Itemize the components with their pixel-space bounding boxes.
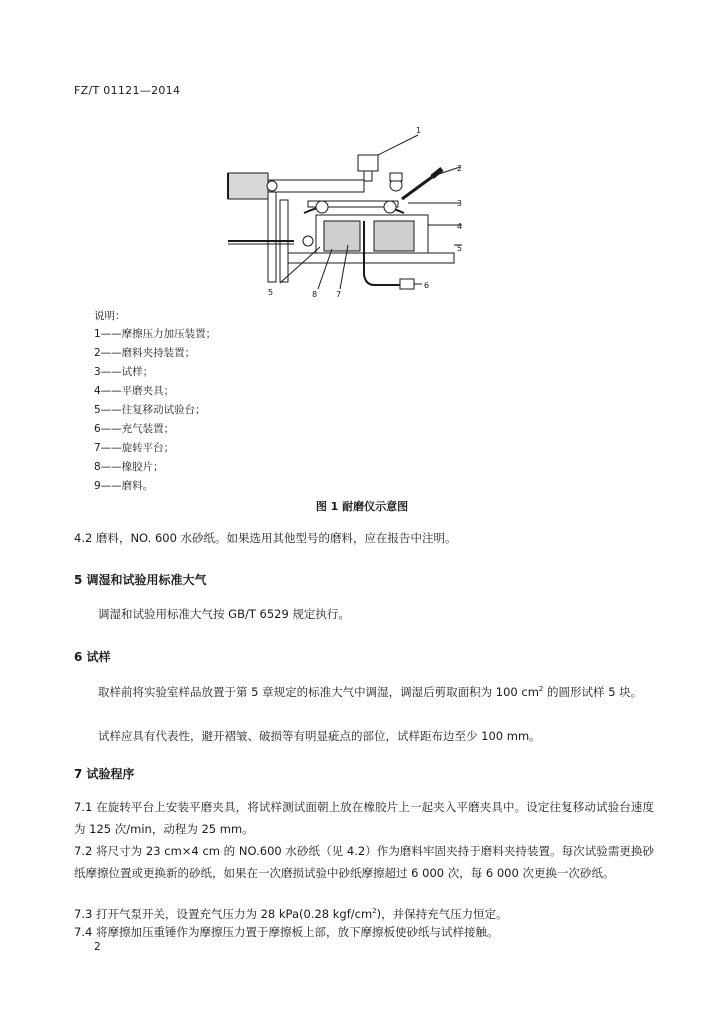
section-6-paragraph-2: 试样应具有代表性，避开褶皱、破损等有明显疵点的部位，试样距布边至少 100 mm。 <box>98 729 541 743</box>
clause-7-1: 7.1 在旋转平台上安装平磨夹具，将试样测试面朝上放在橡胶片上一起夹入平磨夹具中。设定往复移动试验台速度为 125 次/min，动程为 25 mm。 <box>74 800 654 836</box>
callout-5: 5 <box>456 244 462 253</box>
left-arm-block <box>228 173 268 199</box>
legend-title: 说明： <box>94 310 126 322</box>
clause-7-2: 7.2 将尺寸为 23 cm×4 cm 的 NO.600 水砂纸（见 4.2）作为磨料牢固夹持于磨料夹持装置。每次试验需更换砂纸摩擦位置或更换新的砂纸，如果在一次磨损试验中砂纸摩擦超过 6 000 次，每 6 000 次更换一次砂纸。 <box>74 844 654 880</box>
callout-6: 6 <box>424 281 430 290</box>
legend-item: 8——橡胶片； <box>94 461 164 473</box>
legend-item: 1——摩擦压力加压装置； <box>94 328 217 340</box>
vertical-post <box>268 192 276 282</box>
legend-item: 4——平磨夹具； <box>94 385 175 397</box>
callout-3: 3 <box>456 199 462 208</box>
section-6-heading: 6 试样 <box>74 650 111 664</box>
clause-7-3: 7.3 打开气泵开关，设置充气压力为 28 kPa(0.28 kgf/$cm^2$)，并保持充气压力恒定。 <box>74 907 508 921</box>
callout-1: 1 <box>416 126 422 135</box>
weight-block <box>358 155 378 171</box>
section-7-heading: 7 试验程序 <box>74 767 135 781</box>
page-number: 2 <box>94 941 101 953</box>
section-5-heading: 5 调湿和试验用标准大气 <box>74 573 207 587</box>
reciprocating-table <box>288 253 454 263</box>
clause-7-4: 7.4 将摩擦加压重锤作为摩擦压力置于摩擦板上部，放下摩擦板使砂纸与试样接触。 <box>74 925 499 939</box>
legend-item: 3——试样； <box>94 366 154 378</box>
legend-item: 5——往复移动试验台； <box>94 404 206 416</box>
standard-number-header: FZ/T 01121—2014 <box>74 84 181 97</box>
section-5-text: 调湿和试验用标准大气按 GB/T 6529 规定执行。 <box>98 607 350 621</box>
section-6-paragraph-1: 取样前将实验室样品放置于第 5 章规定的标准大气中调湿，调湿后剪取面积为 100 $cm^2$ 的圆形试样 5 块。 <box>98 684 643 699</box>
horizontal-arm <box>268 180 364 192</box>
abrasion-tester-diagram <box>224 125 464 305</box>
clause-4-2: 4.2 磨料，NO. 600 水砂纸。如果选用其他型号的磨料，应在报告中注明。 <box>74 531 457 545</box>
figure-caption: 图 1 耐磨仪示意图 <box>315 500 409 513</box>
callout-4: 4 <box>456 222 462 231</box>
diagram-svg <box>224 125 464 305</box>
callout-2: 2 <box>456 164 462 173</box>
legend-item: 9——磨料。 <box>94 480 154 492</box>
legend-item: 6——充气装置； <box>94 423 175 435</box>
callout-8: 8 <box>312 290 318 299</box>
legend-item: 2——磨料夹持装置； <box>94 347 196 359</box>
callout-9: 5 <box>268 288 274 297</box>
legend-item: 7——旋转平台； <box>94 442 175 454</box>
callout-7: 7 <box>336 290 342 299</box>
